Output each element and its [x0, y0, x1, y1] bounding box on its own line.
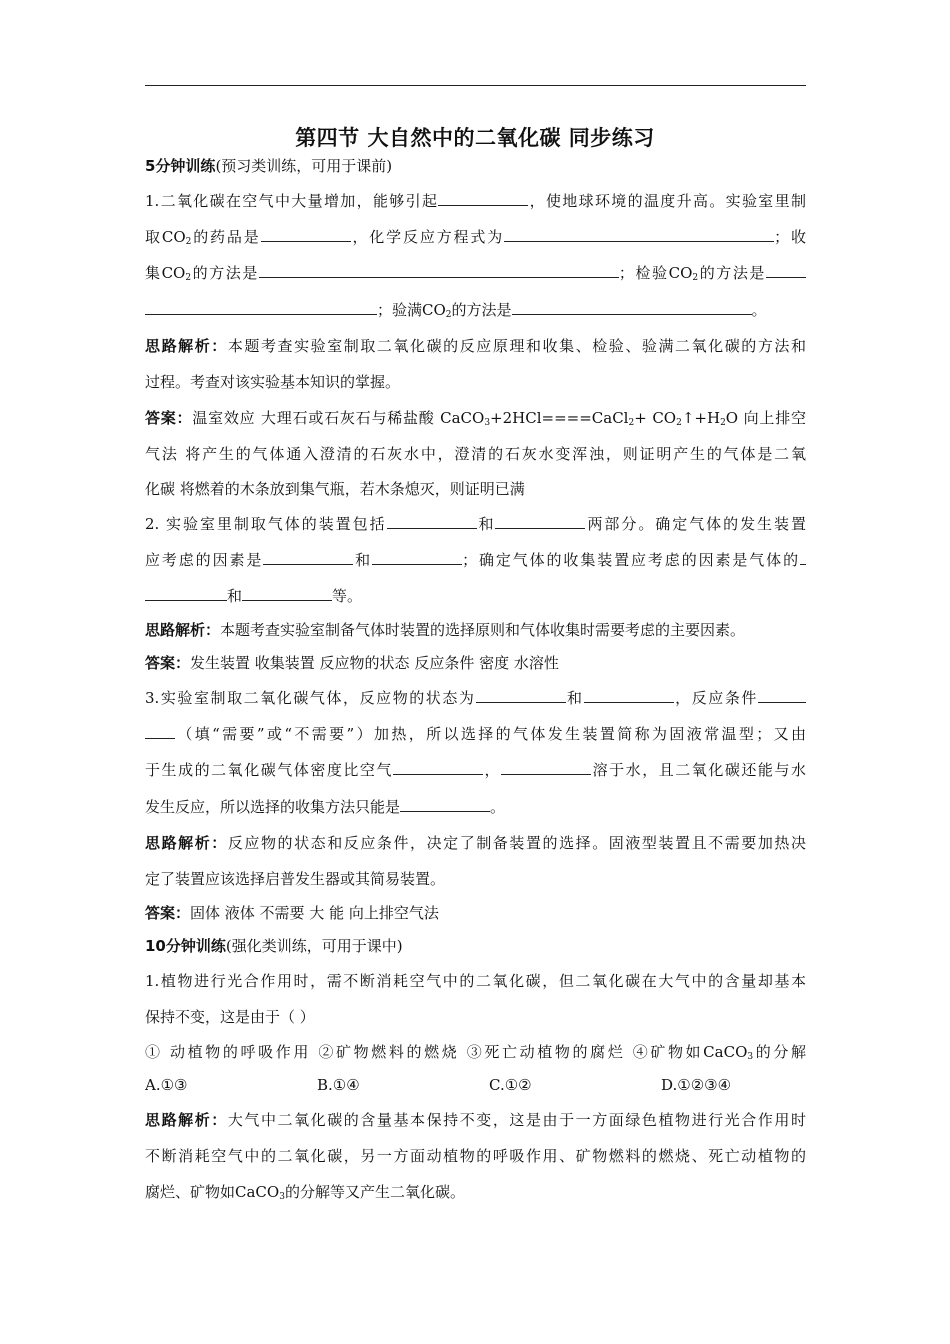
q4-line-3 [145, 1036, 806, 1069]
answer-blank[interactable] [766, 263, 806, 278]
q1-line-4 [145, 292, 806, 328]
text: ① 动植物的呼吸作用 ②矿物燃料的燃烧 ③死亡动植物的腐烂 ④矿物如CaCO [145, 1042, 748, 1061]
text: 的方法是 [451, 300, 512, 319]
answer-blank[interactable] [242, 586, 332, 601]
header-rule [145, 85, 806, 86]
q2-line-3 [145, 578, 806, 614]
section-heading: 5分钟训练 [145, 157, 216, 175]
subscript: 2 [185, 273, 192, 284]
q3-answer [145, 897, 806, 930]
text: 保持不变，这是由于（ ） [145, 1008, 315, 1027]
q4-options [145, 1069, 806, 1102]
subscript: 2 [185, 237, 192, 248]
subscript: 3 [484, 418, 491, 429]
page-title: 第四节 大自然中的二氧化碳 同步练习 [295, 126, 655, 150]
text: 的分解 [753, 1042, 806, 1061]
text: 两部分。确定气体的发生装置 [585, 514, 806, 533]
analysis-label: 思路解析： [145, 833, 228, 852]
q2-line-1 [145, 506, 806, 542]
answer-blank[interactable] [263, 549, 353, 564]
q4-analysis-1 [145, 1102, 806, 1138]
q2-line-2 [145, 542, 806, 578]
text: 气法 将产生的气体通入澄清的石灰水中，澄清的石灰水变浑浊，则证明产生的气体是二氧 [145, 445, 806, 464]
text: + CO [634, 409, 677, 428]
answer-blank[interactable] [393, 760, 483, 775]
text: 化碳 将燃着的木条放到集气瓶，若木条熄灭，则证明已满 [145, 479, 525, 498]
answer-blank[interactable] [495, 513, 585, 528]
text: 于生成的二氧化碳气体密度比空气 [145, 761, 393, 780]
option-b[interactable]: B.①④ [317, 1075, 360, 1094]
text: 集CO [145, 264, 186, 283]
text: 的分解等又产生二氧化碳。 [284, 1182, 465, 1201]
text: 1.二氧化碳在空气中大量增加，能够引起 [145, 192, 439, 210]
q4-analysis-3 [145, 1174, 806, 1210]
text: 的方法是 [698, 264, 766, 283]
text: 大气中二氧化碳的含量基本保持不变，这是由于一方面绿色植物进行光合作用时 [227, 1110, 806, 1129]
text: 本题考查实验室制取二氧化碳的反应原理和收集、检验、验满二氧化碳的方法和 [227, 336, 806, 355]
section-heading-5min [145, 150, 806, 183]
answer-blank[interactable] [476, 688, 566, 703]
text: 3.实验室制取二氧化碳气体，反应物的状态为 [145, 689, 476, 708]
answer-blank[interactable] [261, 227, 351, 242]
text: 和 [476, 514, 496, 533]
text: ；检验CO [618, 264, 693, 283]
text: 过程。考查对该实验基本知识的掌握。 [145, 372, 401, 391]
q1-analysis-2 [145, 364, 806, 400]
answer-blank[interactable] [504, 227, 774, 242]
q1-line-1 [145, 183, 806, 219]
text: 和 [565, 689, 584, 708]
text: +2HCl====CaCl [490, 409, 629, 428]
q2-analysis [145, 614, 806, 647]
q4-line-1 [145, 963, 806, 999]
q3-line-1 [145, 680, 806, 716]
text: 定了装置应该选择启普发生器或其简易装置。 [145, 870, 446, 888]
subscript: 3 [747, 1051, 754, 1062]
text: ；验满CO [377, 300, 446, 319]
analysis-label: 思路解析： [145, 1110, 228, 1129]
q1-analysis-1 [145, 328, 806, 364]
answer-label: 答案： [145, 409, 193, 428]
answer-blank[interactable] [387, 513, 477, 528]
q3-analysis-1 [145, 825, 806, 861]
subscript: 2 [720, 418, 726, 429]
text: ， [482, 761, 502, 780]
section-heading-10min [145, 930, 806, 963]
text: 发生反应，所以选择的收集方法只能是 [145, 797, 401, 816]
text: O 向上排空 [725, 409, 806, 428]
text: 应考虑的因素是 [145, 550, 264, 569]
text: ；确定气体的收集装置应考虑的因素是气体的 [462, 550, 800, 569]
text: 取CO [145, 228, 186, 247]
option-a[interactable]: A.①③ [145, 1075, 188, 1094]
q4-line-2 [145, 999, 806, 1035]
answer-blank[interactable] [501, 760, 591, 775]
analysis-label: 思路解析： [145, 621, 221, 640]
q1-answer-2 [145, 436, 806, 472]
answer-blank[interactable] [145, 724, 175, 739]
text: 的药品是 [191, 228, 261, 247]
text: 温室效应 大理石或石灰石与稀盐酸 CaCO [192, 409, 485, 428]
text: 发生装置 收集装置 反应物的状态 反应条件 密度 水溶性 [190, 654, 559, 673]
answer-blank[interactable] [512, 299, 752, 314]
text: 不断消耗空气中的二氧化碳，另一方面动植物的呼吸作用、矿物燃料的燃烧、死亡动植物的 [145, 1146, 806, 1165]
option-c[interactable]: C.①② [489, 1075, 532, 1094]
q1-answer-3 [145, 473, 806, 506]
q3-line-4 [145, 789, 806, 825]
answer-label: 答案： [145, 654, 191, 673]
text: 2. 实验室里制取气体的装置包括 [145, 514, 387, 533]
q3-line-3 [145, 752, 806, 788]
q3-analysis-2 [145, 861, 806, 897]
text: ↑+H [681, 409, 721, 428]
analysis-label: 思路解析： [145, 336, 228, 355]
q4-analysis-2 [145, 1138, 806, 1174]
text: ；收 [774, 228, 806, 247]
text: 和 [353, 550, 373, 569]
text: 等。 [332, 586, 363, 605]
subscript: 2 [445, 309, 452, 320]
answer-blank[interactable] [372, 549, 462, 564]
section-note: (强化类训练，可用于课中) [225, 937, 403, 956]
answer-blank[interactable] [400, 796, 490, 811]
q1-line-2 [145, 219, 806, 255]
q1-answer-1 [145, 400, 806, 436]
section-note: (预习类训练，可用于课前) [215, 157, 393, 175]
text: 腐烂、矿物如CaCO [145, 1182, 280, 1201]
subscript: 2 [628, 418, 635, 429]
q3-line-2 [145, 716, 806, 752]
section-heading: 10分钟训练 [145, 937, 226, 956]
answer-blank[interactable] [800, 549, 806, 564]
answer-blank[interactable] [584, 688, 674, 703]
text: 1.植物进行光合作用时，需不断消耗空气中的二氧化碳，但二氧化碳在大气中的含量却基本 [145, 972, 806, 991]
answer-blank[interactable] [758, 688, 806, 703]
option-d[interactable]: D.①②③④ [661, 1075, 732, 1094]
text: 的方法是 [191, 264, 259, 283]
text: 。 [490, 797, 506, 816]
q2-answer [145, 647, 806, 680]
q1-line-3 [145, 255, 806, 291]
answer-label: 答案： [145, 904, 191, 923]
answer-blank[interactable] [438, 191, 528, 206]
document-body [145, 150, 806, 1210]
text: 溶于水，且二氧化碳还能与水 [591, 761, 806, 780]
text: 固体 液体 不需要 大 能 向上排空气法 [190, 904, 439, 923]
subscript: 3 [279, 1191, 285, 1202]
text: 。 [751, 300, 767, 319]
answer-blank[interactable] [259, 263, 619, 278]
subscript: 2 [692, 273, 699, 284]
text: ，使地球环境的温度升高。实验室里制 [528, 192, 806, 210]
text: 反应物的状态和反应条件，决定了制备装置的选择。固液型装置且不需要加热决 [227, 833, 806, 852]
text: 本题考查实验室制备气体时装置的选择原则和气体收集时需要考虑的主要因素。 [220, 621, 746, 640]
text: ，化学反应方程式为 [350, 228, 505, 247]
text: 和 [227, 586, 243, 605]
answer-blank[interactable] [145, 299, 377, 314]
text: ，反应条件 [673, 689, 758, 708]
text: （填“需要”或“不需要”）加热，所以选择的气体发生装置简称为固液常温型；又由 [175, 725, 806, 744]
subscript: 2 [676, 418, 682, 429]
answer-blank[interactable] [145, 586, 227, 601]
